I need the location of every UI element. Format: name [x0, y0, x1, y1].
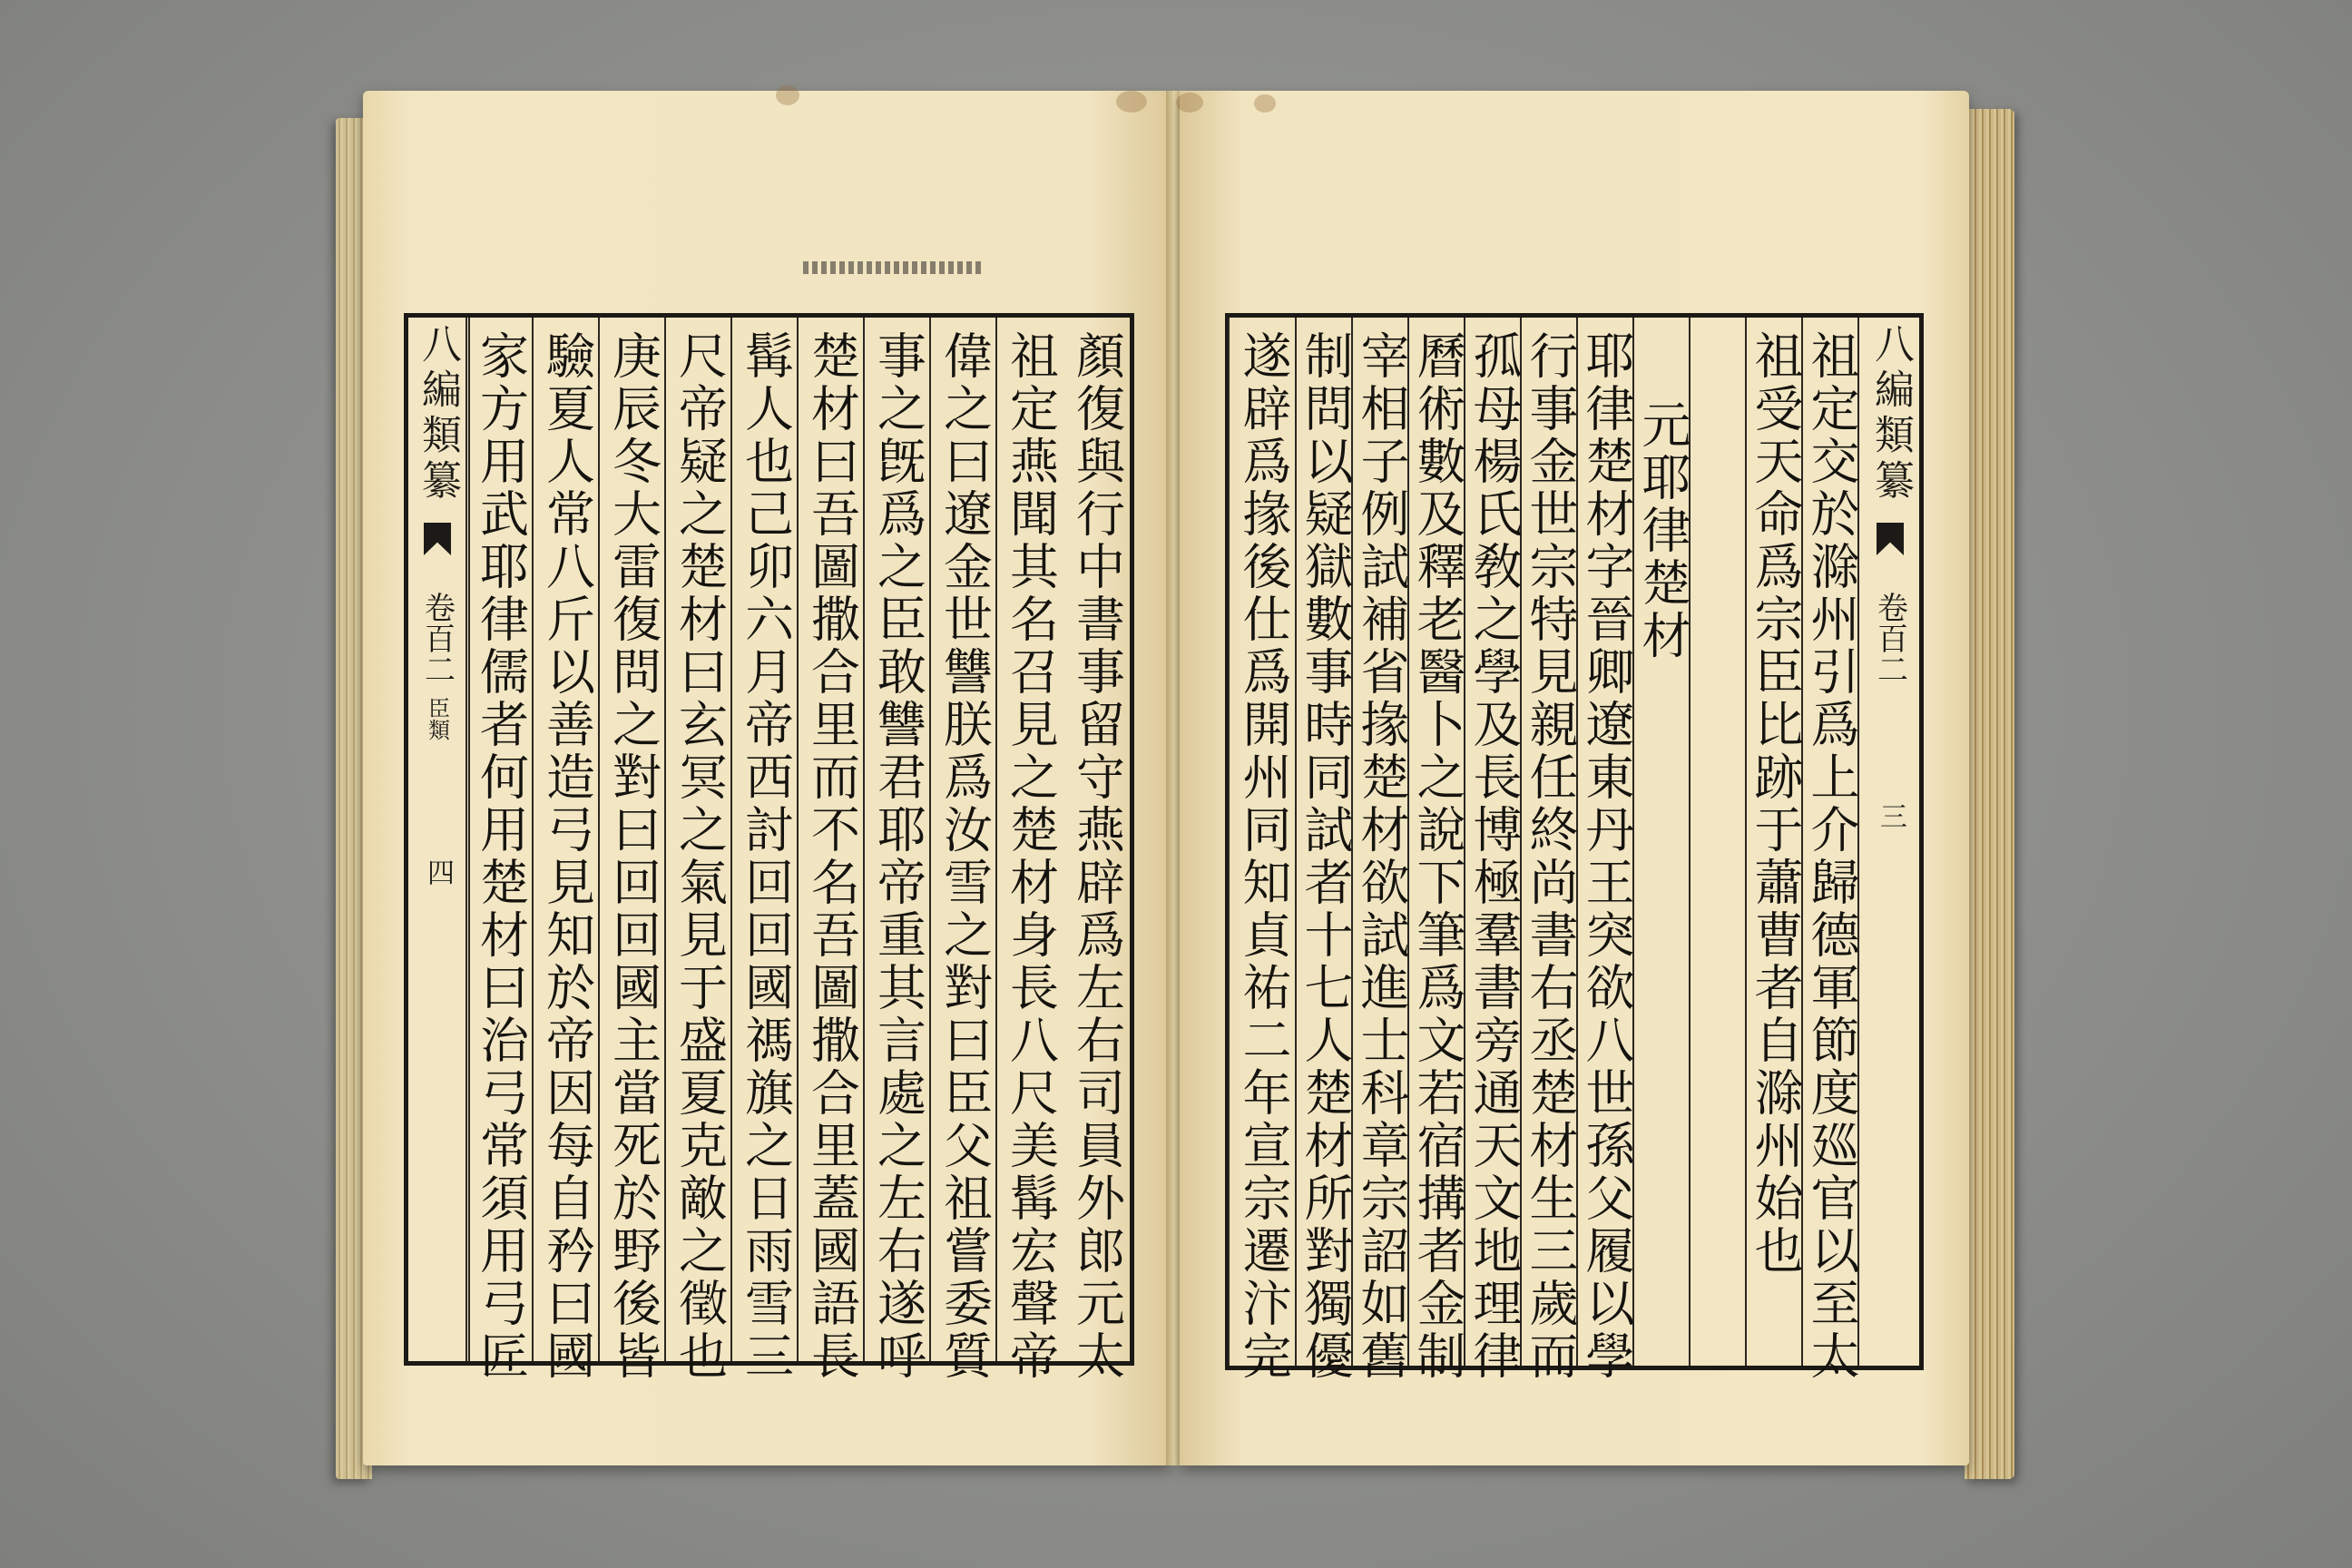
- text-column: 宰相子例試補省掾楚材欲試進士科章宗詔如舊: [1351, 318, 1409, 1366]
- section-heading-column: [1632, 318, 1690, 1366]
- text-column: 事之旣爲之臣敢讐君耶帝重其言處之左右遂呼: [863, 318, 931, 1361]
- text-column: 遂辟爲掾後仕爲開州同知貞祐二年宣宗遷汴完: [1228, 318, 1297, 1366]
- page-number: 三: [1875, 802, 1906, 829]
- text-column: 顏復與行中書事留守燕辟爲左右司員外郎元太: [1068, 330, 1126, 1383]
- book-title: 八編類纂: [415, 323, 461, 505]
- text-column: 祖受天命爲宗臣比跡于蕭曹者自滁州始也: [1745, 318, 1803, 1366]
- text-column: 偉之曰遼金世讐朕爲汝雪之對曰臣父祖嘗委質: [929, 318, 997, 1361]
- section-heading: 元耶律楚材: [1634, 399, 1691, 662]
- fish-tail-mark: [1877, 523, 1904, 555]
- text-frame-right: [1225, 313, 1924, 1383]
- text-column: 庚辰冬大雷復問之對曰回回國主當死於野後皆: [598, 318, 666, 1361]
- text-column: 祖定燕聞其名召見之楚材身長八尺美髯宏聲帝: [995, 318, 1063, 1361]
- block-heart-left: [407, 318, 470, 1361]
- text-frame-left: [404, 313, 1134, 1383]
- text-column: 制問以疑獄數事時同試者十七人楚材所對獨優: [1295, 318, 1353, 1366]
- stain: [1176, 93, 1203, 113]
- book-title: 八編類纂: [1867, 323, 1914, 505]
- block-heart-right: [1857, 318, 1921, 1366]
- stain: [1254, 94, 1276, 113]
- left-page: [363, 91, 1171, 1465]
- text-column: [1689, 318, 1747, 1366]
- stain: [1116, 91, 1147, 113]
- text-column: 楚材曰吾圖撒合里而不名吾圖撒合里蓋國語長: [797, 318, 865, 1361]
- text-column: 耶律楚材字晉卿遼東丹王突欲八世孫父履以學: [1576, 318, 1634, 1366]
- category-label: 臣類: [424, 697, 450, 740]
- faded-stamp: [803, 261, 985, 274]
- open-book: [345, 91, 2005, 1488]
- text-column: 行事金世宗特見親任終尚書右丞楚材生三歲而: [1520, 318, 1578, 1366]
- chapter-label: 卷百二: [1871, 592, 1908, 684]
- chapter-label: 卷百二: [418, 592, 456, 684]
- text-column: 曆術數及釋老醫卜之說下筆爲文若宿搆者金制: [1407, 318, 1465, 1366]
- text-column: 孤母楊氏敎之學及長博極羣書旁通天文地理律: [1464, 318, 1522, 1366]
- text-column: 驗夏人常八斤以善造弓見知於帝因每自矜曰國: [532, 318, 600, 1361]
- right-page: [1180, 91, 1969, 1465]
- text-column: 尺帝疑之楚材曰玄冥之氣見于盛夏克敵之徵也: [664, 318, 732, 1361]
- page-edges-right: [1965, 109, 2014, 1479]
- fish-tail-mark: [424, 523, 451, 555]
- text-column: 家方用武耶律儒者何用楚材曰治弓常須用弓匠: [466, 318, 534, 1361]
- text-column: 髯人也己卯六月帝西討回回國禡旗之日雨雪三: [730, 318, 799, 1361]
- page-number: 四: [422, 858, 454, 886]
- stain: [776, 85, 799, 105]
- text-column: 祖定交於滁州引爲上介歸德軍節度廵官以至太: [1801, 318, 1859, 1366]
